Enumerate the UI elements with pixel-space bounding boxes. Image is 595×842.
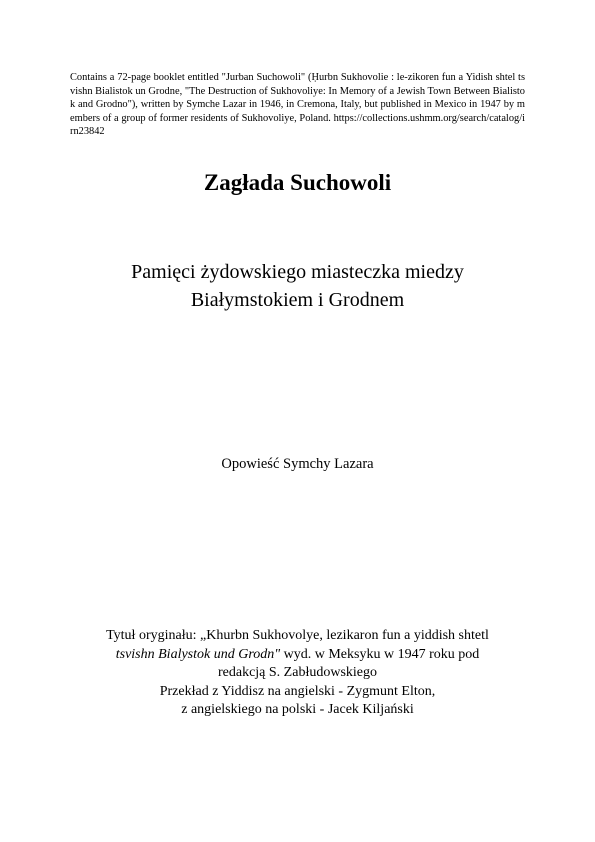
catalog-note: Contains a 72-page booklet entitled "Jurban Suchowoli" (Ḥurbn Sukhovolie : le-zikoren fun a Yidish shtel tsvishn Bialistok un Grodne, "The Destruction of Sukhovoliye: In Memory of a Jewish Town Between Bialistok and Grodno"), written by Symche Lazar in 1946, in Cremona, Italy, but published in Mexico in 1947 by members of a group of former residents of Sukhovoliye, Poland. https://collections.ushmm.org/search/catalog/irn23842 bbox=[70, 72, 525, 138]
subtitle-line-1: Pamięci żydowskiego miasteczka miedzy bbox=[131, 261, 464, 283]
credits-original-title-italic: tsvishn Bialystok und Grodn" bbox=[115, 646, 281, 662]
subtitle-line-2: Białymstokiem i Grodnem bbox=[190, 289, 405, 311]
credits-publication-text: wyd. w Meksyku w 1947 roku pod bbox=[280, 646, 480, 662]
credits-translator-polish: z angielskiego na polski - Jacek Kiljański bbox=[181, 702, 414, 717]
author-line: Opowieść Symchy Lazara bbox=[221, 456, 374, 472]
credits-publication bbox=[0, 646, 595, 665]
subtitle bbox=[0, 258, 595, 314]
credits-block bbox=[0, 627, 595, 720]
page-title: Zagłada Suchowoli bbox=[203, 170, 392, 195]
credits-original-title: Tytuł oryginału: „Khurbn Sukhovolye, lezikaron fun a yiddish shtetl bbox=[106, 628, 489, 643]
credits-translator-english: Przekład z Yiddisz na angielski - Zygmunt Elton, bbox=[159, 683, 436, 699]
credits-editor: redakcją S. Zabłudowskiego bbox=[217, 665, 377, 680]
